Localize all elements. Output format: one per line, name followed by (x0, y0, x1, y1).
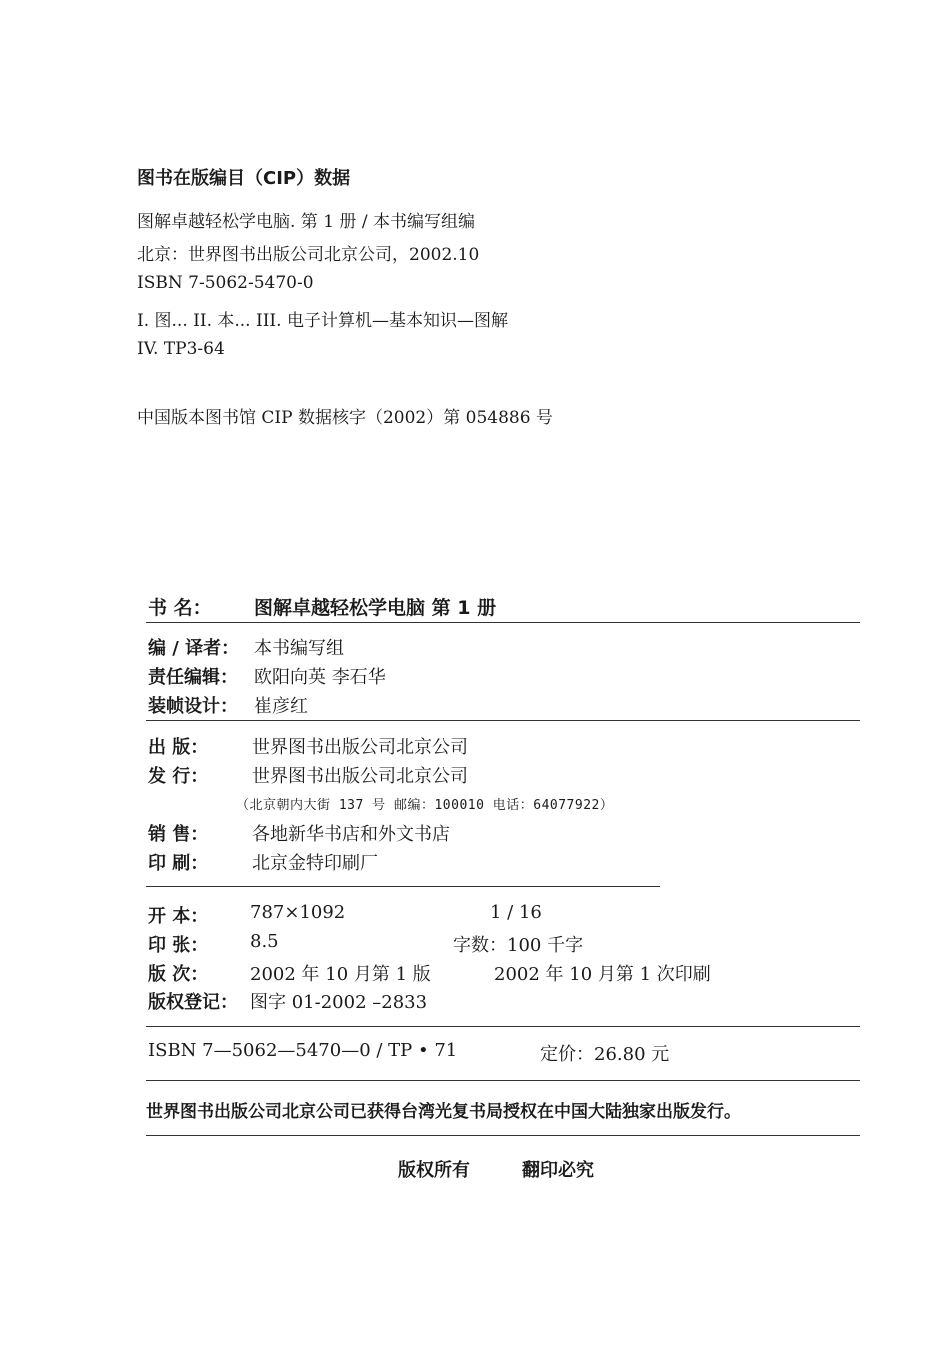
title-label: 书 名： (148, 597, 212, 619)
address-line: （北京朝内大街 137 号 邮编：100010 电话：64077922） (236, 798, 614, 813)
divider (146, 1135, 860, 1136)
cip-line-title: 图解卓越轻松学电脑. 第 1 册 / 本书编写组编 (137, 212, 475, 232)
distributor-value: 世界图书出版公司北京公司 (252, 766, 468, 787)
editor-label: 责任编辑： (148, 667, 238, 688)
divider (146, 886, 660, 887)
cip-line-classification: I. 图... II. 本... III. 电子计算机—基本知识—图解 (137, 311, 508, 331)
format-value: 787×1092 (250, 902, 346, 923)
translator-value: 本书编写组 (254, 638, 344, 659)
sales-value: 各地新华书店和外文书店 (252, 824, 450, 845)
edition-label: 版 次： (148, 964, 209, 985)
sheets-label: 印 张： (148, 935, 209, 956)
copyright-reg-label: 版权登记： (148, 992, 238, 1013)
designer-value: 崔彦红 (254, 696, 308, 717)
format-label: 开 本： (148, 906, 209, 927)
cip-heading: 图书在版编目（CIP）数据 (137, 168, 351, 189)
publisher-label: 出 版： (148, 737, 209, 758)
sheets-extra: 字数：100 千字 (453, 935, 584, 956)
no-reprint: 翻印必究 (522, 1160, 594, 1181)
translator-label: 编 / 译者： (148, 638, 240, 659)
format-extra: 1 / 16 (490, 902, 542, 923)
price: 定价：26.80 元 (540, 1044, 670, 1065)
cip-line-isbn: ISBN 7-5062-5470-0 (137, 273, 314, 293)
editor-value: 欧阳向英 李石华 (254, 667, 386, 688)
authorization-statement: 世界图书出版公司北京公司已获得台湾光复书局授权在中国大陆独家出版发行。 (146, 1102, 741, 1122)
cip-verify-number: 中国版本图书馆 CIP 数据核字（2002）第 054886 号 (137, 408, 553, 428)
divider (146, 622, 860, 623)
sheets-value: 8.5 (250, 931, 279, 952)
divider (146, 720, 860, 721)
printer-label: 印 刷： (148, 853, 209, 874)
rights-reserved: 版权所有 (398, 1160, 470, 1181)
copyright-reg-value: 图字 01-2002 –2833 (250, 992, 428, 1013)
designer-label: 装帧设计： (148, 696, 238, 717)
distributor-label: 发 行： (148, 766, 209, 787)
printer-value: 北京金特印刷厂 (252, 853, 378, 874)
divider (146, 1026, 860, 1027)
title-value: 图解卓越轻松学电脑 第 1 册 (254, 597, 497, 619)
cip-line-tp: IV. TP3-64 (137, 339, 225, 359)
cip-line-publisher: 北京：世界图书出版公司北京公司，2002.10 (137, 245, 480, 265)
publisher-value: 世界图书出版公司北京公司 (252, 737, 468, 758)
isbn-line: ISBN 7—5062—5470—0 / TP • 71 (148, 1040, 458, 1061)
edition-value: 2002 年 10 月第 1 版 (250, 964, 431, 985)
divider (146, 1080, 860, 1081)
edition-extra: 2002 年 10 月第 1 次印刷 (494, 964, 711, 985)
sales-label: 销 售： (148, 824, 209, 845)
